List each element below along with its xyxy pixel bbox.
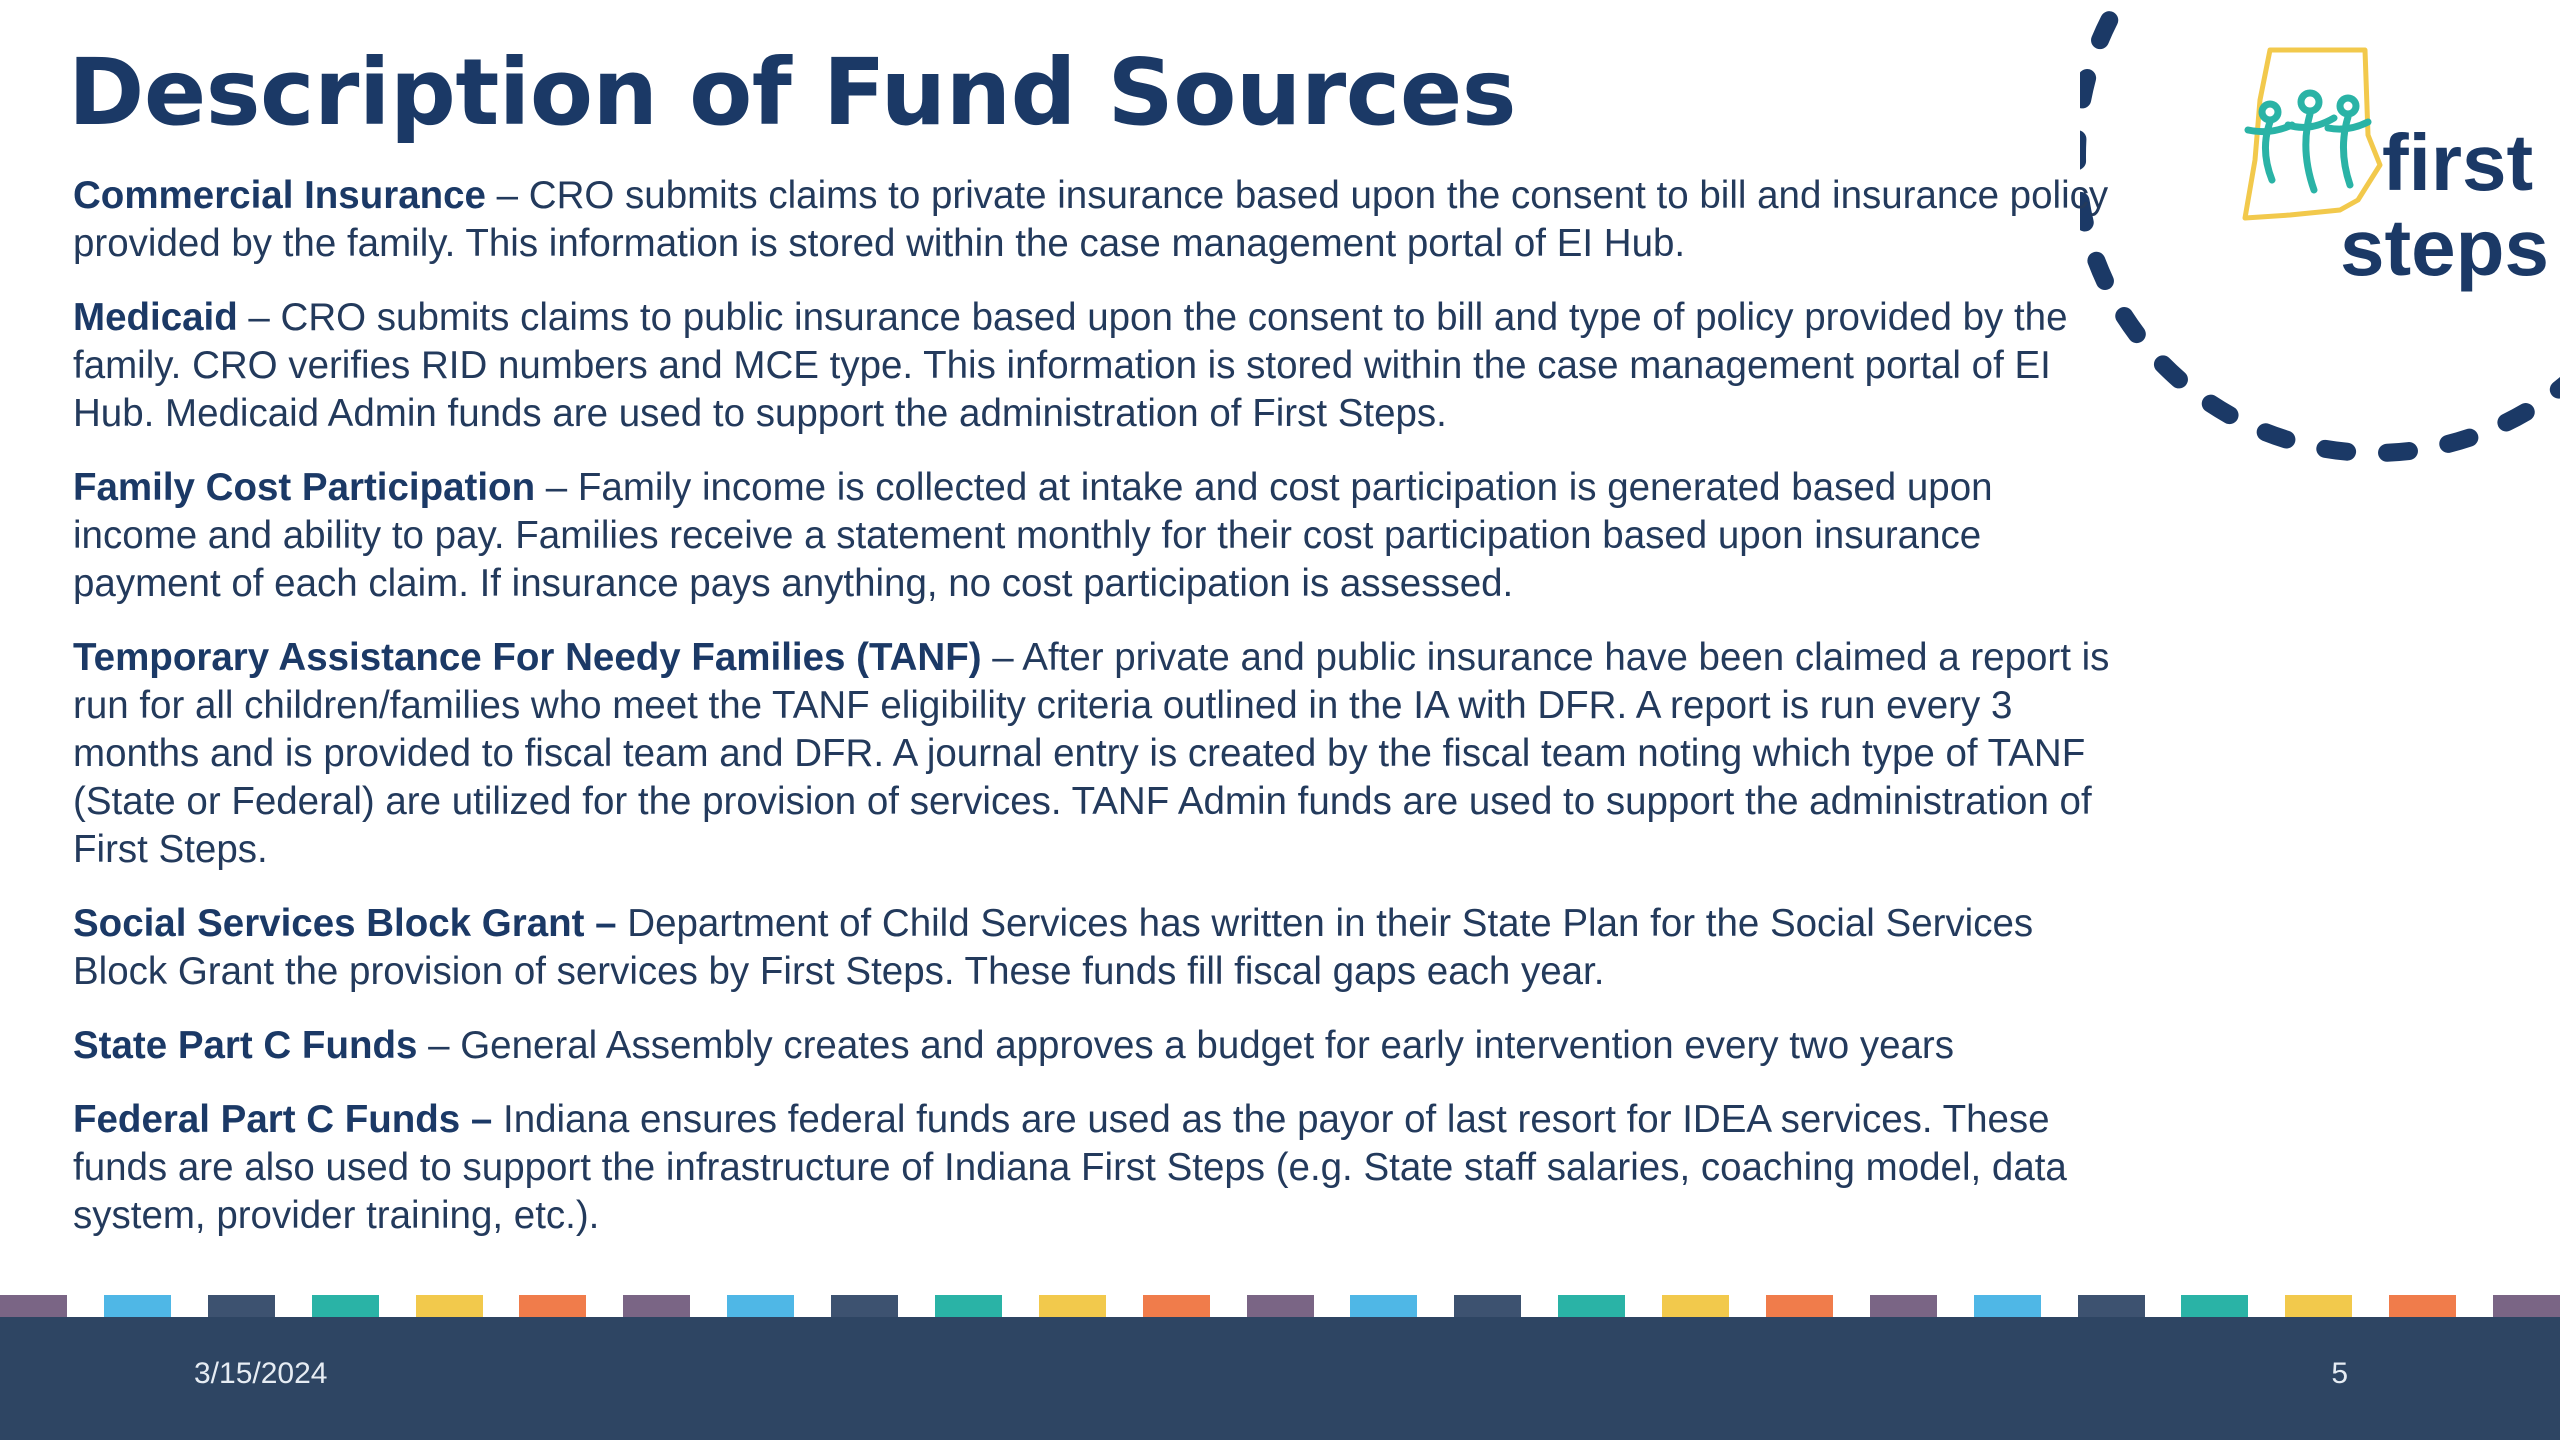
fund-source-paragraph [73,900,2123,996]
fund-source-term: Temporary Assistance For Needy Families (TANF) [73,636,982,679]
stripe-gap [1729,1295,1766,1317]
stripe-segment [2078,1295,2145,1317]
stripe-segment [831,1295,898,1317]
stripe-gap [379,1295,416,1317]
footer-date: 3/15/2024 [194,1357,328,1390]
stripe-segment [1766,1295,1833,1317]
stripe-gap [1314,1295,1351,1317]
fund-source-description: – Family income is collected at intake and cost participation is generated based upon income and ability to pay. Families receive a statement monthly for their cost participation based upon insurance payment of each claim. If insurance pays anything, no cost participation is assessed. [73,466,1993,605]
fund-source-term: State Part C Funds [73,1024,418,1067]
stripe-segment [1143,1295,1210,1317]
stripe-segment [519,1295,586,1317]
slide-title: Description of Fund Sources [68,39,1516,146]
fund-source-paragraph [73,464,2123,608]
stripe-segment [104,1295,171,1317]
fund-source-paragraph [73,634,2123,874]
stripe-segment [2285,1295,2352,1317]
stripe-gap [1106,1295,1143,1317]
stripe-gap [898,1295,935,1317]
fund-source-term: Family Cost Participation [73,466,536,509]
stripe-segment [416,1295,483,1317]
stripe-segment [0,1295,67,1317]
stripe-segment [727,1295,794,1317]
stripe-segment [208,1295,275,1317]
stripe-segment [1247,1295,1314,1317]
stripe-gap [1002,1295,1039,1317]
fund-source-description: – General Assembly creates and approves a budget for early intervention every two years [417,1024,1954,1067]
stripe-segment [623,1295,690,1317]
fund-source-description: – CRO submits claims to public insurance based upon the consent to bill and type of policy provided by the family. CRO verifies RID numbers and MCE type. This information is stored within the case management portal of EI Hub. Medicaid Admin funds are used to support the administration of First Steps. [73,296,2068,435]
stripe-segment [1454,1295,1521,1317]
stripe-gap [1210,1295,1247,1317]
stripe-gap [2456,1295,2493,1317]
fund-source-term: Commercial Insurance [73,174,486,217]
fund-source-term: Social Services Block Grant – [73,902,617,945]
slide-footer [0,1317,2560,1440]
fund-source-description: – After private and public insurance have been claimed a report is run for all children/families who meet the TANF eligibility criteria outlined in the IA with DFR. A report is run every 3 months and is provided to fiscal team and DFR. A journal entry is created by the fiscal team noting which type of TANF (State or Federal) are utilized for the provision of services. TANF Admin funds are used to support the administration of First Steps. [73,636,2110,871]
stripe-gap [2145,1295,2182,1317]
stripe-gap [2041,1295,2078,1317]
stripe-gap [2248,1295,2285,1317]
stripe-segment [2181,1295,2248,1317]
stripe-segment [935,1295,1002,1317]
fund-source-paragraph [73,294,2123,438]
fund-source-description: – CRO submits claims to private insurance based upon the consent to bill and insurance policy provided by the family. This information is stored within the case management portal of EI Hub. [73,174,2109,265]
stripe-segment [1870,1295,1937,1317]
stripe-gap [1521,1295,1558,1317]
stripe-gap [483,1295,520,1317]
stripe-segment [1350,1295,1417,1317]
stripe-gap [67,1295,104,1317]
stripe-segment [2493,1295,2560,1317]
stripe-segment [1974,1295,2041,1317]
logo-line1: first [2382,118,2534,207]
stripe-gap [1625,1295,1662,1317]
first-steps-logo [2230,40,2550,320]
fund-source-term: Federal Part C Funds – [73,1098,493,1141]
fund-source-description: Department of Child Services has written in their State Plan for the Social Services Block Grant the provision of services by First Steps. These funds fill fiscal gaps each year. [73,902,2034,993]
stripe-segment [1039,1295,1106,1317]
fund-source-paragraph [73,1022,2123,1070]
stripe-segment [1558,1295,1625,1317]
family-figures-icon [2248,93,2368,190]
stripe-segment [1662,1295,1729,1317]
fund-source-paragraph [73,1096,2123,1240]
stripe-gap [275,1295,312,1317]
fund-source-term: Medicaid [73,296,238,339]
stripe-gap [586,1295,623,1317]
color-stripe-divider [0,1295,2560,1317]
stripe-gap [690,1295,727,1317]
fund-source-paragraph [73,172,2123,268]
stripe-segment [2389,1295,2456,1317]
stripe-gap [2352,1295,2389,1317]
fund-source-description: Indiana ensures federal funds are used as the payor of last resort for IDEA services. These funds are also used to support the infrastructure of Indiana First Steps (e.g. State staff salaries, coaching model, data system, provider training, etc.). [73,1098,2067,1237]
stripe-gap [794,1295,831,1317]
stripe-gap [1417,1295,1454,1317]
page-number: 5 [2331,1357,2348,1390]
stripe-segment [312,1295,379,1317]
stripe-gap [1937,1295,1974,1317]
logo-line2: steps [2340,203,2549,292]
fund-sources-list [73,172,2123,1266]
stripe-gap [1833,1295,1870,1317]
stripe-gap [171,1295,208,1317]
